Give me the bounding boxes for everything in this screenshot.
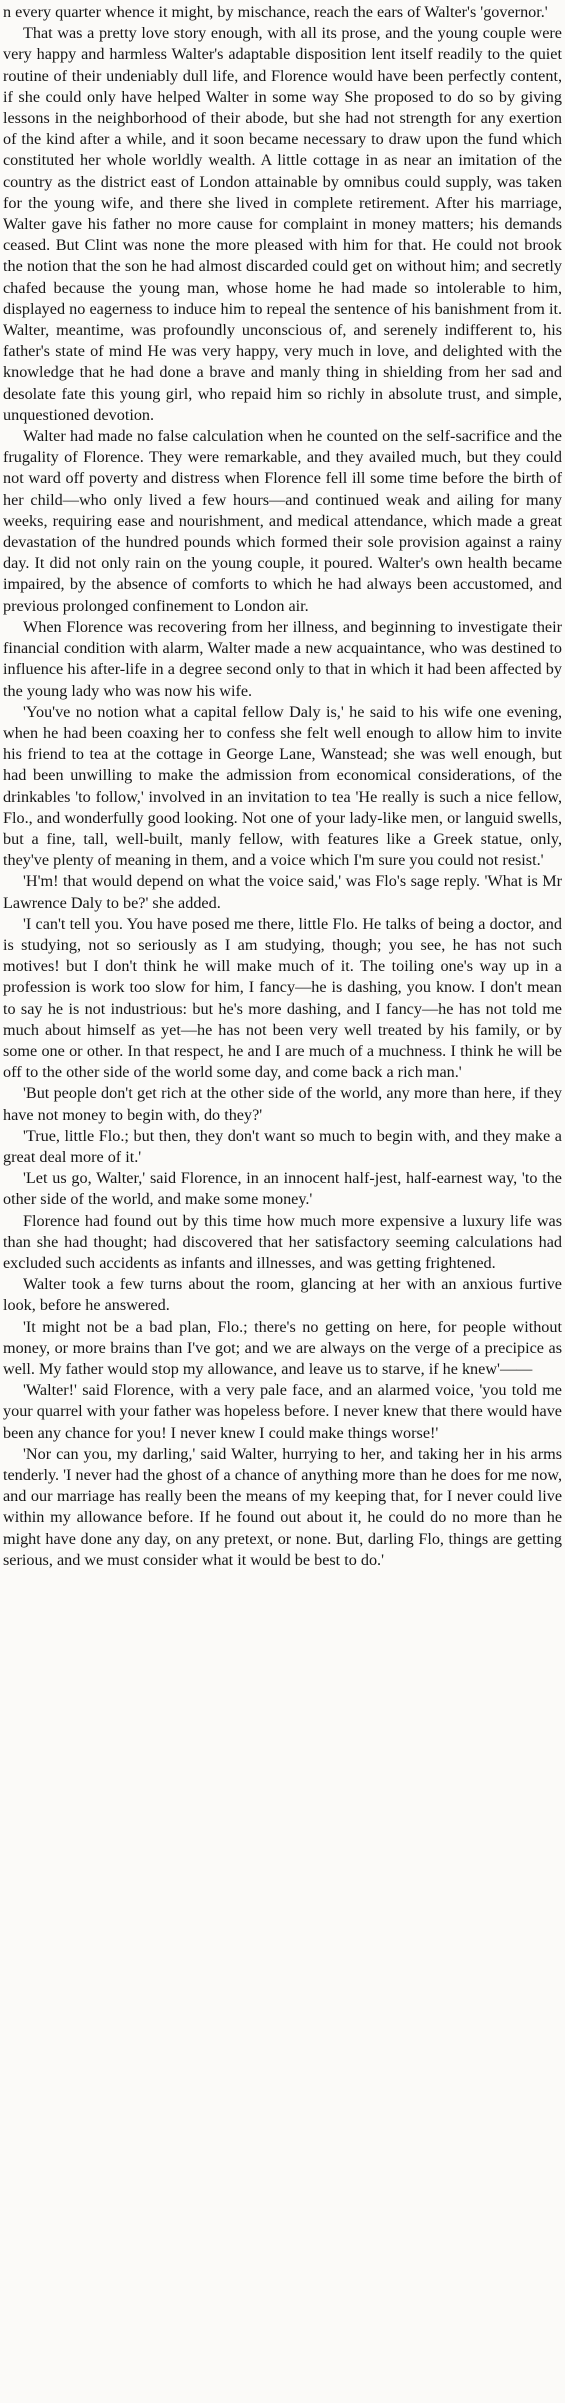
paragraph: 'I can't tell you. You have posed me there, little Flo. He talks of being a doctor, and is studying, not so seriously as I am studying, though; you see, he has not such motives! but I don't think he will make much of it. The toiling one's way up in a profession is work too slow for him, I fancy—he is dashing, you know. I don't mean to say he is not industrious: but he's more dashing, and I fancy—he has not told me much about himself as yet—he has not been very well treated by his family, or by some one or other. In that respect, he and I are much of a muchness. I think he will be off to the other side of the world some day, and come back a rich man.' <box>3 914 562 1082</box>
paragraph: 'Nor can you, my darling,' said Walter, hurrying to her, and taking her in his arms tenderly. 'I never had the ghost of a chance of anything more than he does for me now, and our marriage has really been the means of my keeping that, for I never could live within my allowance before. If he found out about it, he could do no more than he might have done any day, on any pretext, or none. But, darling Flo, things are getting serious, and we must consider what it would be best to do.' <box>3 1444 562 1569</box>
paragraph-continuation: n every quarter whence it might, by mischance, reach the ears of Walter's 'governor.' <box>3 3 548 21</box>
paragraph: When Florence was recovering from her illness, and beginning to investigate their financial condition with alarm, Walter made a new acquaintance, who was destined to influence his after-life in a degree second only to that in which it had been affected by the young lady who was now his wife. <box>3 617 562 700</box>
paragraph: That was a pretty love story enough, with all its prose, and the young couple were very happy and harmless Walter's adaptable disposition lent itself readily to the quiet routine of their undeniably dull life, and Florence would have been perfectly content, if she could only have helped Walter in some way She proposed to do so by giving lessons in the neighborhood of their abode, but she had not strength for any exertion of the kind after a while, and it soon became necessary to draw upon the fund which constituted her whole worldly wealth. A little cottage in as near an imitation of the country as the district east of London attainable by omnibus could supply, was taken for the young wife, and there she lived in complete retirement. After his marriage, Walter gave his father no more cause for complaint in money matters; his demands ceased. But Clint was none the more pleased with him for that. He could not brook the notion that the son he had almost discarded could get on without him; and secretly chafed because the young man, whose home he had made so intolerable to him, displayed no eagerness to induce him to repeal the sentence of his banishment from it. Walter, meantime, was profoundly unconscious of, and serenely indifferent to, his father's state of mind He was very happy, very much in love, and delighted with the knowledge that he had done a brave and manly thing in shielding from her sad and desolate fate this young girl, who repaid him so richly in absolute trust, and simple, unquestioned devotion. <box>3 24 562 424</box>
paragraph: 'But people don't get rich at the other side of the world, any more than here, if they have not money to begin with, do they?' <box>3 1084 562 1124</box>
paragraph: 'Walter!' said Florence, with a very pale face, and an alarmed voice, 'you told me your quarrel with your father was hopeless before. I never knew that there would have been any chance for you! I never knew I could make things worse!' <box>3 1381 562 1442</box>
paragraph: 'True, little Flo.; but then, they don't want so much to begin with, and they make a great deal more of it.' <box>3 1126 562 1166</box>
paragraph: Walter had made no false calculation when he counted on the self-sacrifice and the frugality of Florence. They were remarkable, and they availed much, but they could not ward off poverty and distress when Florence fell ill some time before the birth of her child—who only lived a few hours—and continued weak and ailing for many weeks, requiring ease and nourishment, and medical attendance, which made a great devastation of the hundred pounds which formed their sole provision against a rainy day. It did not only rain on the young couple, it poured. Walter's own health became impaired, by the absence of comforts to which he had always been accustomed, and previous prolonged confinement to London air. <box>3 427 562 615</box>
paragraph: 'You've no notion what a capital fellow Daly is,' he said to his wife one evening, when he had been coaxing her to confess she felt well enough to allow him to invite his friend to tea at the cottage in George Lane, Wanstead; she was well enough, but had been unwilling to make the admission from economical considerations, of the drinkables 'to follow,' involved in an invitation to tea 'He really is such a nice fellow, Flo., and wonderfully good looking. Not one of your lady-like men, or languid swells, but a fine, tall, well-built, manly fellow, with features like a Greek statue, only, they've plenty of meaning in them, and a voice which I'm sure you could not resist.' <box>3 702 562 870</box>
paragraph: 'It might not be a bad plan, Flo.; there's no getting on here, for people without money, or more brains than I've got; and we are always on the verge of a precipice as well. My father would stop my allowance, and leave us to starve, if he knew'—— <box>3 1317 562 1378</box>
paragraph: Florence had found out by this time how much more expensive a luxury life was than she had thought; had discovered that her satisfactory seeming calculations had excluded such accidents as infants and illnesses, and was getting frightened. <box>3 1211 562 1272</box>
paragraph: 'Let us go, Walter,' said Florence, in an innocent half-jest, half-earnest way, 'to the other side of the world, and make some money.' <box>3 1169 562 1209</box>
paragraph: 'H'm! that would depend on what the voice said,' was Flo's sage reply. 'What is Mr Lawrence Daly to be?' she added. <box>3 872 562 912</box>
paragraph: Walter took a few turns about the room, glancing at her with an anxious furtive look, before he answered. <box>3 1275 562 1315</box>
